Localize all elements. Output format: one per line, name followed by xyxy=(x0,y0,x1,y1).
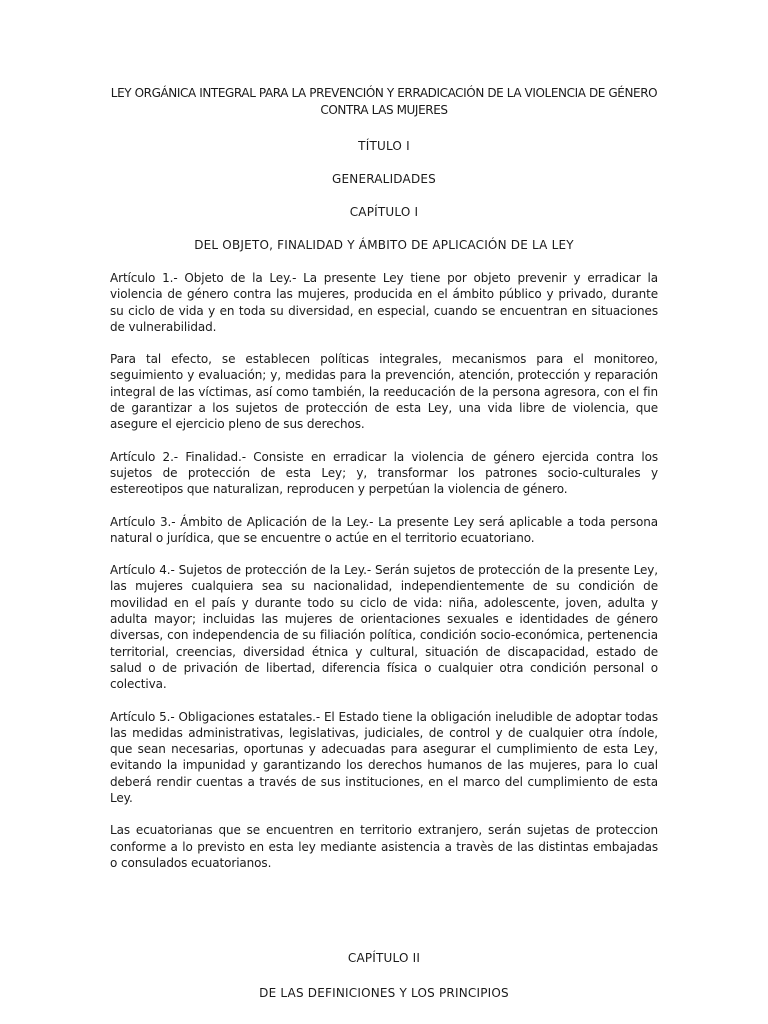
heading-objeto: DEL OBJETO, FINALIDAD Y ÁMBITO DE APLICACIÓN DE LA LEY xyxy=(194,238,574,252)
heading-capitulo-2: CAPÍTULO II xyxy=(347,951,421,965)
article-5-paragraph: Artículo 5.- Obligaciones estatales.- El Estado tiene la obligación ineludible de adoptar todas las medidas administrativas, legislativas, judiciales, de control y de cualquier otra índole, que sean necesarias, oportunas y adecuadas para asegurar el cumplimiento de esta Ley, evitando la impunidad y garantizando los derechos humanos de las mujeres, para lo cual deberá rendir cuentas a través de sus instituciones, en el marco del cumplimiento de esta Ley. xyxy=(110,709,658,806)
heading-generalidades: GENERALIDADES xyxy=(331,172,436,186)
heading-definiciones: DE LAS DEFINICIONES Y LOS PRINCIPIOS xyxy=(259,986,509,1000)
article-1-paragraph: Artículo 1.- Objeto de la Ley.- La presente Ley tiene por objeto prevenir y erradicar la violencia de género contra las mujeres, producida en el ámbito público y privado, durante su ciclo de vida y en toda su diversidad, en especial, cuando se encuentran en situaciones de vulnerabilidad. xyxy=(110,271,658,334)
law-title: LEY ORGÁNICA INTEGRAL PARA LA PREVENCIÓN Y ERRADICACIÓN DE LA VIOLENCIA DE GÉNERO CONTRA LAS MUJERES xyxy=(110,86,658,117)
article-4-paragraph: Artículo 4.- Sujetos de protección de la Ley.- Serán sujetos de protección de la presente Ley, las mujeres cualquiera sea su nacionalidad, independientemente de su condición de movilidad en el país y durante todo su ciclo de vida: niña, adolescente, joven, adulta y adulta mayor; incluidas las mujeres de orientaciones sexuales e identidades de género diversas, con independencia de su filiación política, condición socio-económica, pertenencia territorial, creencias, diversidad étnica y cultural, situación de discapacidad, estado de salud o de privación de libertad, diferencia física o cualquier otra condición personal o colectiva. xyxy=(110,563,658,692)
article-2-paragraph: Artículo 2.- Finalidad.- Consiste en erradicar la violencia de género ejercida contra los sujetos de protección de esta Ley; y, transformar los patrones socio-culturales y estereotipos que naturalizan, reproducen y perpetúan la violencia de género. xyxy=(110,449,658,497)
article-3-paragraph: Artículo 3.- Ámbito de Aplicación de la Ley.- La presente Ley será aplicable a toda persona natural o jurídica, que se encuentre o actúe en el territorio ecuatoriano. xyxy=(110,514,658,545)
heading-titulo: TÍTULO I xyxy=(358,139,410,153)
article-5-continuation-paragraph: Las ecuatorianas que se encuentren en territorio extranjero, serán sujetas de proteccion conforme a lo previsto en esta ley mediante asistencia a travès de las distintas embajadas o consulados ecuatorianos. xyxy=(110,823,658,870)
heading-capitulo-1: CAPÍTULO I xyxy=(349,205,419,219)
article-1-continuation-paragraph: Para tal efecto, se establecen políticas integrales, mecanismos para el monitoreo, seguimiento y evaluación; y, medidas para la prevención, atención, protección y reparación integral de las víctimas, así como también, la reeducación de la persona agresora, con el fin de garantizar a los sujetos de protección de esta Ley, una vida libre de violencia, que asegure el ejercicio pleno de sus derechos. xyxy=(110,352,658,432)
document-body xyxy=(110,270,658,887)
